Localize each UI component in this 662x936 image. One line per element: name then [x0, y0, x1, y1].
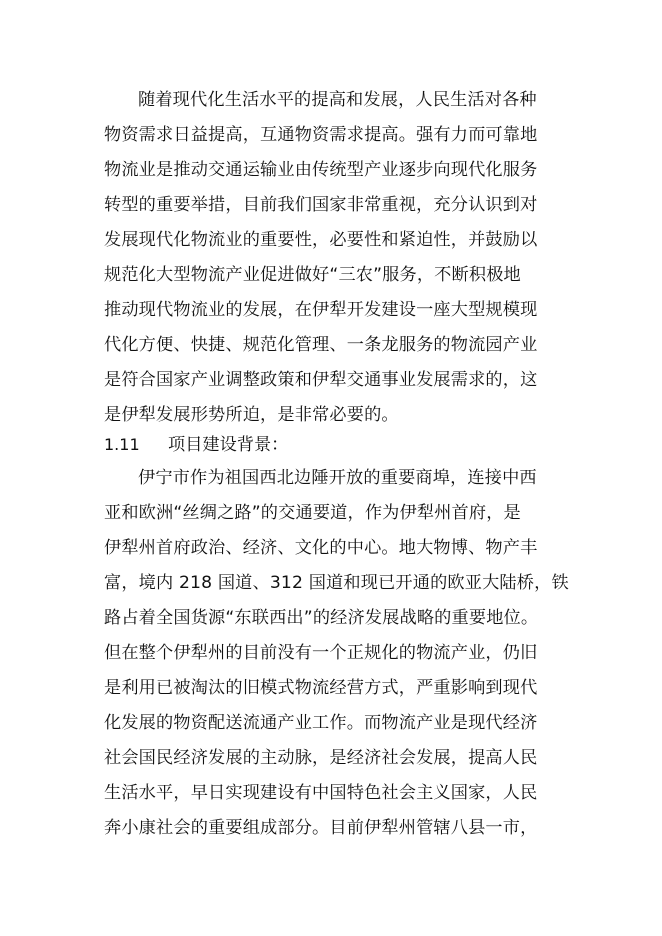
paragraph-line: 推动现代物流业的发展，在伊犁开发建设一座大型规模现: [104, 300, 538, 320]
paragraph-line: 物资需求日益提高，互通物资需求提高。强有力而可靠地: [104, 125, 538, 145]
paragraph-line: 是利用已被淘汰的旧模式物流经营方式，严重影响到现代: [104, 678, 538, 698]
paragraph-line: 化发展的物资配送流通产业工作。而物流产业是现代经济: [104, 713, 538, 733]
paragraph-line: 转型的重要举措，目前我们国家非常重视，充分认识到对: [104, 195, 538, 215]
paragraph-line: 社会国民经济发展的主动脉，是经济社会发展，提高人民: [104, 748, 538, 768]
paragraph-line: 随着现代化生活水平的提高和发展，人民生活对各种: [138, 90, 537, 110]
paragraph-line: 富，境内 218 国道、312 国道和现已开通的欧亚大陆桥，铁: [104, 573, 569, 593]
paragraph-line: 伊宁市作为祖国西北边陲开放的重要商埠，连接中西: [138, 468, 537, 488]
paragraph-line: 路占着全国货源“东联西出”的经济发展战略的重要地位。: [104, 608, 539, 628]
paragraph-line: 亚和欧洲“丝绸之路”的交通要道，作为伊犁州首府，是: [104, 503, 521, 523]
paragraph-line: 是符合国家产业调整政策和伊犁交通事业发展需求的，这: [104, 370, 538, 390]
paragraph-line: 代化方便、快捷、规范化管理、一条龙服务的物流园产业: [104, 335, 538, 355]
paragraph-line: 是伊犁发展形势所迫，是非常必要的。: [104, 405, 399, 425]
section-number: 1.11: [104, 435, 140, 454]
paragraph-line: 生活水平，早日实现建设有中国特色社会主义国家，人民: [104, 783, 538, 803]
paragraph-line: 发展现代化物流业的重要性，必要性和紧迫性，并鼓励以: [104, 230, 538, 250]
paragraph-line: 但在整个伊犁州的目前没有一个正规化的物流产业，仍旧: [104, 643, 538, 663]
paragraph-line: 规范化大型物流产业促进做好“三农”服务，不断积极地: [104, 265, 521, 285]
paragraph-line: 伊犁州首府政治、经济、文化的中心。地大物博、物产丰: [104, 538, 538, 558]
paragraph-line: 物流业是推动交通运输业由传统型产业逐步向现代化服务: [104, 160, 538, 180]
paragraph-line: 奔小康社会的重要组成部分。目前伊犁州管辖八县一市，: [104, 818, 538, 838]
section-title: 项目建设背景：: [168, 435, 289, 455]
